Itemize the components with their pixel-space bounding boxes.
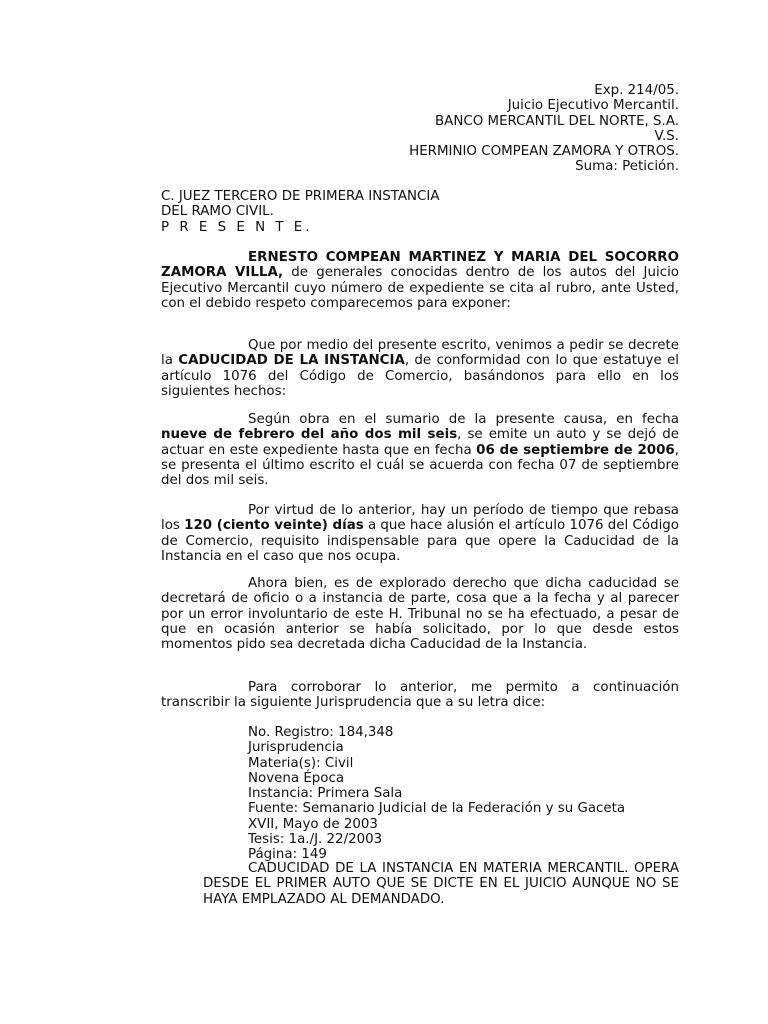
record-subject: Materia(s): Civil (248, 755, 354, 771)
paragraph-request-bold: CADUCIDAD DE LA INSTANCIA (178, 353, 405, 369)
case-header (409, 83, 679, 175)
record-type: Jurisprudencia (248, 740, 344, 756)
record-source-detail: XVII, Mayo de 2003 (248, 816, 378, 832)
paragraph-caducity-text: Ahora bien, es de explorado derecho que dicha caducidad se decretará de oficio o a instancia de parte, cosa que a la fecha y al parecer por un error involuntario de este H. Tribunal no se ha efectuado, a pesar de que en ocasión anterior se había solicitado, por lo que desde estos momentos pido sea decretada dicha Caducidad de la Instancia. (161, 576, 679, 653)
case-number: Exp. 214/05. (594, 83, 679, 98)
addressee-line-2: DEL RAMO CIVIL. (161, 204, 274, 220)
paragraph-corroborate (161, 680, 679, 711)
paragraph-period-text-2: a que hace alusión el artículo 1076 del Código de Comercio, requisito indispensable para que opere la Caducidad de la Instancia en el caso que nos ocupa. (161, 518, 679, 564)
paragraph-intro (161, 250, 679, 311)
paragraph-caducity (161, 576, 679, 652)
paragraph-period (161, 503, 679, 564)
jurisprudence-record (248, 725, 688, 863)
addressee (161, 189, 439, 235)
record-instance: Instancia: Primera Sala (248, 786, 403, 802)
paragraph-facts-text-3: , se presenta el último escrito el cuál se acuerda con fecha 07 de septiembre del dos mil seis. (161, 442, 679, 489)
addressee-line-3: P R E S E N T E. (161, 219, 313, 235)
case-type: Juicio Ejecutivo Mercantil. (507, 98, 679, 114)
paragraph-facts-date-2: 06 de septiembre de 2006 (476, 442, 675, 458)
paragraph-facts-text-2: , se emite un auto y se dejó de actuar en este expediente hasta que en fecha (161, 427, 679, 458)
addressee-line-1: C. JUEZ TERCERO DE PRIMERA INSTANCIA (161, 189, 440, 204)
paragraph-request-text-2: , de conformidad con lo que estatuye el artículo 1076 del Código de Comercio, basándonos para ello en los siguientes hechos: (161, 353, 679, 399)
versus: V.S. (654, 128, 679, 144)
paragraph-facts (161, 412, 679, 488)
paragraph-facts-date-1: nueve de febrero del año dos mil seis (161, 427, 458, 443)
plaintiff: BANCO MERCANTIL DEL NORTE, S.A. (435, 113, 679, 129)
petitioners-names: ERNESTO COMPEAN MARTINEZ Y MARIA DEL SOCORRO ZAMORA VILLA, (161, 250, 679, 281)
paragraph-request-text-1: Que por medio del presente escrito, venimos a pedir se decrete la (161, 338, 679, 369)
record-source: Fuente: Semanario Judicial de la Federación y su Gaceta (248, 801, 626, 817)
paragraph-corroborate-text: Para corroborar lo anterior, me permito a continuación transcribir la siguiente Jurisprudencia que a su letra dice: (161, 680, 679, 711)
paragraph-request (161, 338, 679, 399)
paragraph-intro-text: de generales conocidas dentro de los autos del Juicio Ejecutivo Mercantil cuyo número de expediente se cita al rubro, ante Usted, con el debido respeto comparecemos para exponer: (161, 265, 679, 311)
paragraph-facts-text-1: Según obra en el sumario de la presente causa, en fecha (248, 412, 679, 427)
petition-summary: Suma: Petición. (575, 159, 679, 175)
record-thesis: Tesis: 1a./J. 22/2003 (248, 832, 383, 848)
defendant: HERMINIO COMPEAN ZAMORA Y OTROS. (409, 144, 679, 160)
record-number: No. Registro: 184,348 (248, 725, 394, 740)
record-epoch: Novena Época (248, 770, 345, 786)
record-page: Página: 149 (248, 847, 327, 863)
thesis-heading-text: CADUCIDAD DE LA INSTANCIA EN MATERIA MERCANTIL. OPERA DESDE EL PRIMER AUTO QUE SE DICTE EN EL JUICIO AUNQUE NO SE HAYA EMPLAZADO AL DEMANDADO. (203, 861, 679, 907)
paragraph-period-bold: 120 (ciento veinte) días (184, 518, 364, 534)
paragraph-period-text-1: Por virtud de lo anterior, hay un período de tiempo que rebasa los (161, 503, 679, 534)
thesis-heading (203, 861, 679, 907)
